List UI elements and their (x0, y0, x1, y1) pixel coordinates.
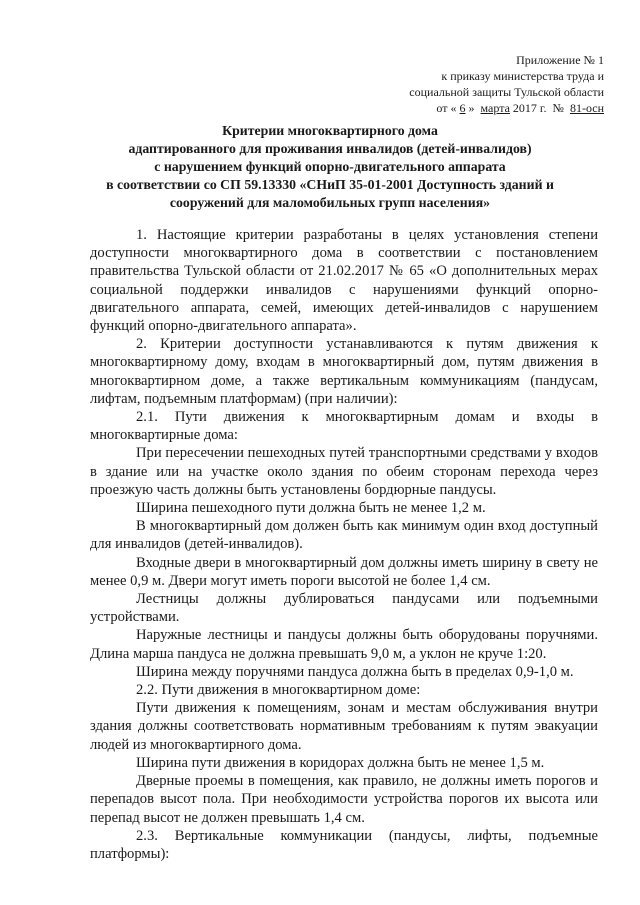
document-body (90, 226, 598, 863)
paragraph: При пересечении пешеходных путей транспортными средствами у входов в здание или на участке около здания по обеим сторонам перехода через проезжую часть должны быть установлены бордюрные пандусы. (90, 445, 598, 498)
paragraph: 2.2. Пути движения в многоквартирном доме: (136, 682, 421, 699)
appendix-header (374, 52, 604, 116)
appendix-date-line (374, 100, 604, 116)
title-line: с нарушением функций опорно-двигательного аппарата (154, 159, 506, 174)
paragraph: Пути движения к помещениям, зонам и местам обслуживания внутри здания должны соответствовать нормативным требованиям к путям эвакуации людей из многоквартирного дома. (90, 700, 598, 753)
paragraph: Ширина пешеходного пути должна быть не менее 1,2 м. (136, 500, 486, 517)
appendix-line-2: к приказу министерства труда и (441, 69, 604, 83)
order-number: 81-осн (569, 101, 604, 115)
paragraph: Дверные проемы в помещения, как правило, не должны иметь порогов и перепадов высот пола. При необходимости устройства порогов их высота или перепад высот не должен превышать 1,4 см. (90, 773, 598, 826)
paragraph: 2.3. Вертикальные коммуникации (пандусы, лифты, подъемные платформы): (90, 827, 598, 862)
title-line: Критерии многоквартирного дома (222, 123, 438, 138)
number-label: № (552, 101, 564, 115)
title-line: в соответствии со СП 59.13330 «СНиП 35-01-2001 Доступность зданий и (106, 177, 554, 192)
paragraph: Лестницы должны дублироваться пандусами или подъемными устройствами. (90, 591, 598, 626)
appendix-line-3: социальной защиты Тульской области (409, 85, 604, 99)
paragraph: Наружные лестницы и пандусы должны быть оборудованы поручнями. Длина марша пандуса не должна превышать 9,0 м, а уклон не круче 1:20. (90, 627, 598, 662)
date-prefix: от « (436, 101, 457, 115)
document-title (100, 122, 560, 212)
date-year: 2017 г. (512, 101, 547, 115)
paragraph: 1. Настоящие критерии разработаны в целях установления степени доступности многоквартирного дома в соответствии с постановлением правительства Тульской области от 21.02.2017 № 65 «О дополнительных мерах социальной поддержки инвалидов с нарушениями функций опорно-двигательного аппарата, семей, имеющих детей-инвалидов с нарушением функций опорно-двигательного аппарата». (90, 227, 598, 335)
appendix-line-1: Приложение № 1 (516, 53, 604, 67)
paragraph: Ширина пути движения в коридорах должна быть не менее 1,5 м. (136, 754, 545, 771)
paragraph: В многоквартирный дом должен быть как минимум один вход доступный для инвалидов (детей-инвалидов). (90, 518, 598, 553)
title-line: адаптированного для проживания инвалидов (детей-инвалидов) (128, 141, 532, 156)
date-month: марта (480, 101, 510, 115)
date-day: 6 (459, 101, 466, 115)
paragraph: Входные двери в многоквартирный дом должны иметь ширину в свету не менее 0,9 м. Двери могут иметь пороги высотой не более 1,4 см. (90, 554, 598, 589)
date-mid: » (468, 101, 475, 115)
title-line: сооружений для маломобильных групп населения» (169, 195, 491, 210)
paragraph: 2. Критерии доступности устанавливаются к путям движения к многоквартирному дому, входам в многоквартирный дом, путям движения в многоквартирном доме, а также вертикальным коммуникациям (пандусам, лифтам, подъемным платформам) (при наличии): (90, 336, 598, 407)
paragraph: Ширина между поручнями пандуса должна быть в пределах 0,9-1,0 м. (136, 663, 574, 680)
paragraph: 2.1. Пути движения к многоквартирным домам и входы в многоквартирные дома: (90, 409, 598, 444)
